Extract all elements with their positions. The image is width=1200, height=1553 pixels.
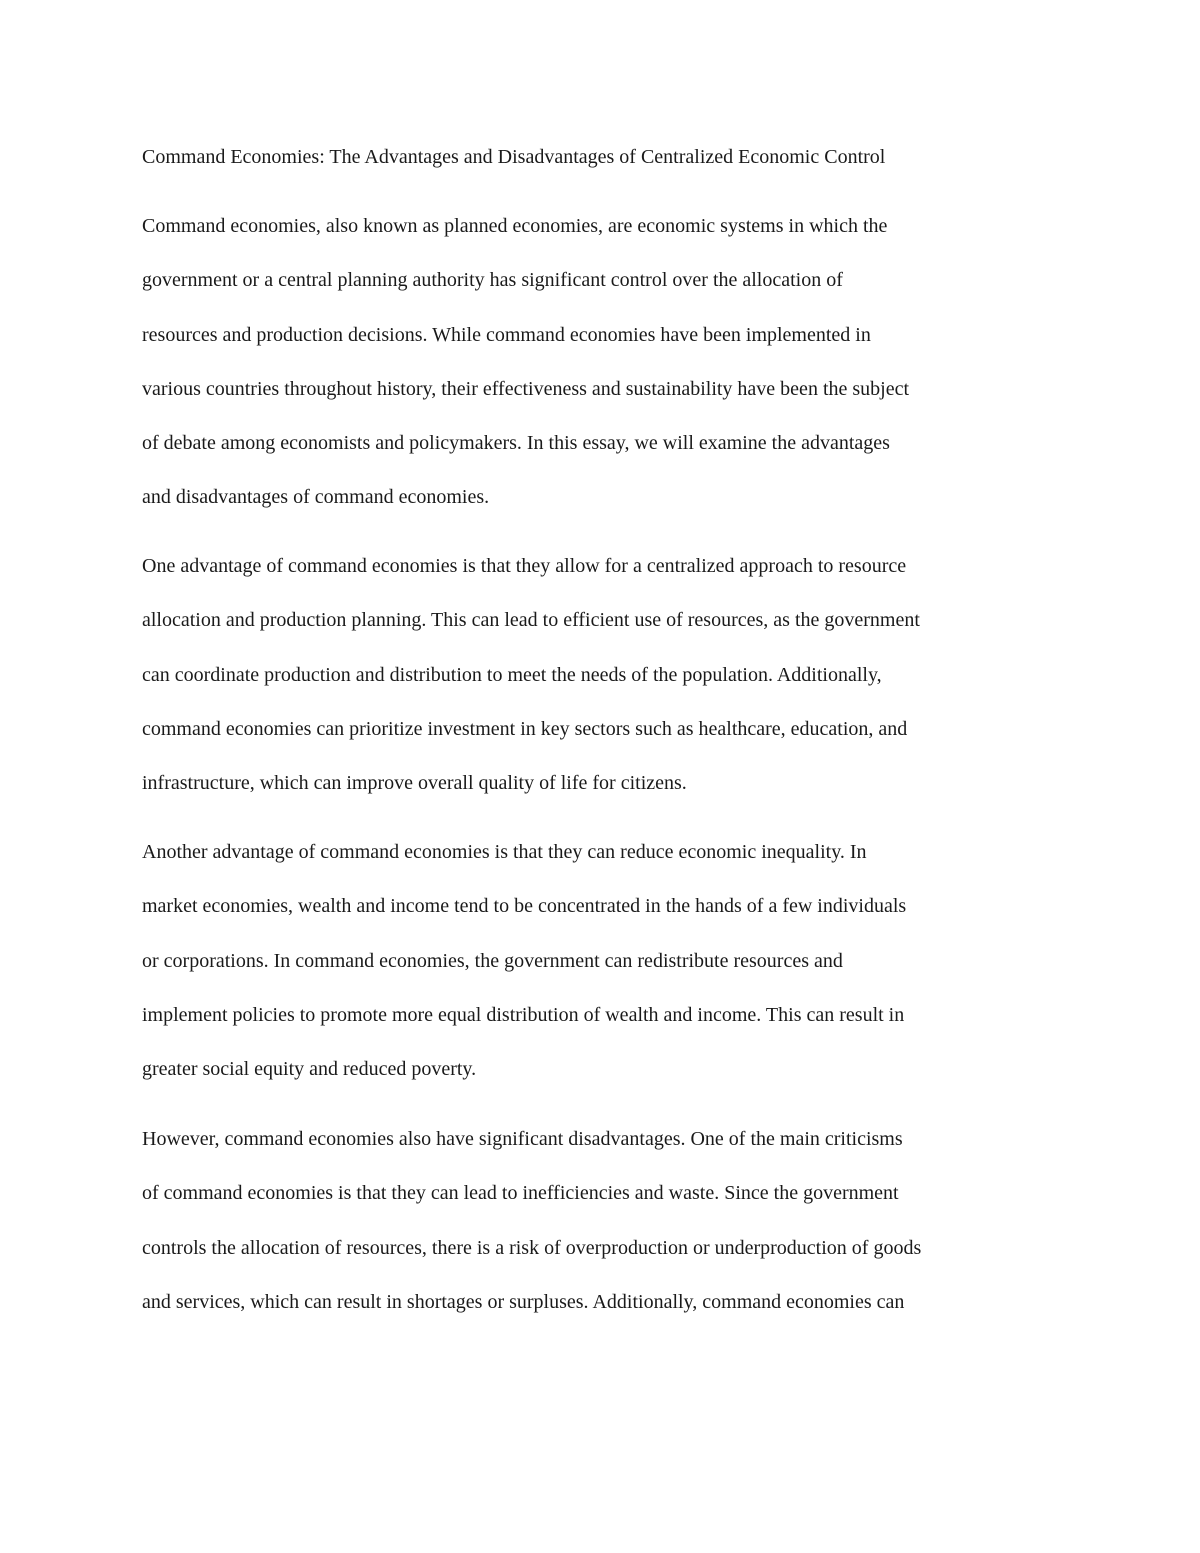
text-line: or corporations. In command economies, the government can redistribute resources and — [142, 949, 843, 972]
text-line: allocation and production planning. This can lead to efficient use of resources, as the government — [142, 609, 920, 632]
text-line: market economies, wealth and income tend to be concentrated in the hands of a few individuals — [142, 895, 907, 918]
text-line: However, command economies also have significant disadvantages. One of the main criticisms — [142, 1128, 903, 1150]
paragraph-advantage-equality — [142, 838, 906, 1109]
text-line: Another advantage of command economies is that they can reduce economic inequality. In — [142, 841, 867, 863]
paragraph-disadvantages — [142, 1125, 921, 1342]
text-line: can coordinate production and distribution to meet the needs of the population. Additionally, — [142, 663, 882, 686]
text-line: government or a central planning authority has significant control over the allocation of — [142, 269, 843, 292]
paragraph-introduction — [142, 212, 909, 538]
text-line: infrastructure, which can improve overall quality of life for citizens. — [142, 772, 687, 795]
text-line: One advantage of command economies is that they allow for a centralized approach to resource — [142, 555, 907, 577]
text-line: of debate among economists and policymakers. In this essay, we will examine the advantages — [142, 432, 890, 455]
text-line: controls the allocation of resources, there is a risk of overproduction or underproduction of goods — [142, 1236, 922, 1259]
text-line: various countries throughout history, their effectiveness and sustainability have been the subject — [142, 377, 910, 400]
text-line: of command economies is that they can lead to inefficiencies and waste. Since the government — [142, 1182, 899, 1205]
document-title: Command Economies: The Advantages and Disadvantages of Centralized Economic Control — [142, 146, 886, 168]
text-line: and services, which can result in shortages or surpluses. Additionally, command economies can — [142, 1290, 905, 1313]
text-line: greater social equity and reduced poverty. — [142, 1058, 477, 1081]
text-line: and disadvantages of command economies. — [142, 486, 490, 509]
text-line: implement policies to promote more equal distribution of wealth and income. This can result in — [142, 1003, 905, 1026]
text-line: resources and production decisions. While command economies have been implemented in — [142, 323, 871, 346]
text-line: command economies can prioritize investment in key sectors such as healthcare, education, and — [142, 717, 908, 740]
paragraph-advantage-planning — [142, 552, 920, 823]
text-line: Command economies, also known as planned economies, are economic systems in which the — [142, 215, 888, 237]
